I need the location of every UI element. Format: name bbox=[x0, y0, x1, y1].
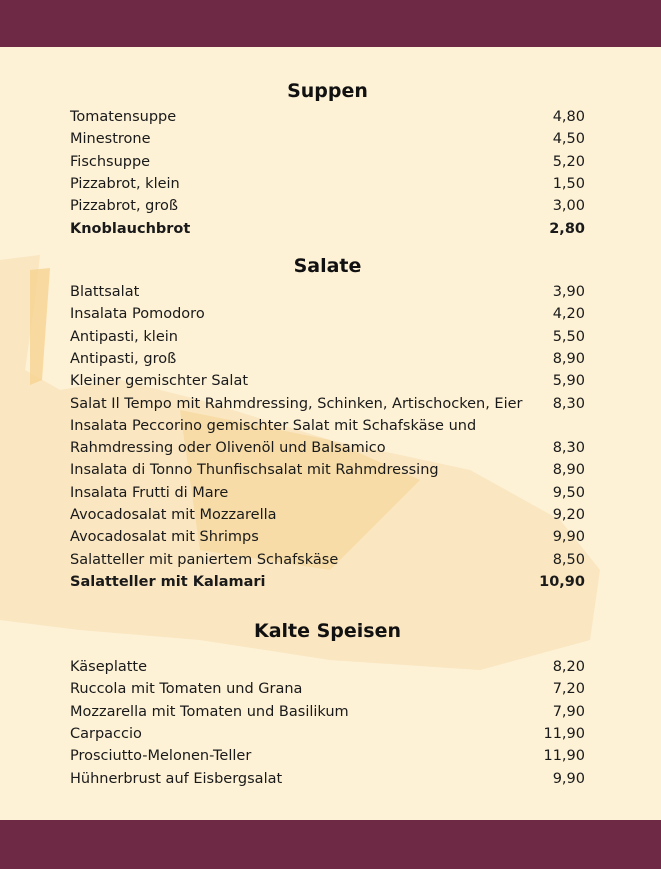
menu-item-price: 4,50 bbox=[552, 131, 585, 148]
menu-item-price: 3,90 bbox=[552, 284, 585, 300]
menu-item-price: 8,30 bbox=[552, 395, 585, 412]
top-band bbox=[0, 0, 661, 47]
menu-item-row bbox=[70, 370, 585, 392]
menu-item-row bbox=[70, 415, 585, 437]
menu-item-price: 8,20 bbox=[552, 659, 585, 675]
menu-item-price: 8,50 bbox=[552, 551, 585, 568]
menu-item-name: Carpaccio bbox=[70, 725, 142, 742]
menu-item-price: 5,20 bbox=[552, 153, 585, 170]
menu-item-row bbox=[70, 571, 585, 593]
menu-item-name: Tomatensuppe bbox=[70, 109, 177, 125]
menu-item-name: Insalata di Tonno Thunfischsalat mit Rahmdressing bbox=[70, 462, 439, 479]
menu-item-row bbox=[70, 393, 585, 415]
bottom-band bbox=[0, 820, 661, 869]
menu-item-row bbox=[70, 656, 585, 678]
menu-item-row bbox=[70, 348, 585, 370]
menu-item-row bbox=[70, 106, 585, 128]
menu-item-row bbox=[70, 128, 585, 150]
menu-item-row bbox=[70, 526, 585, 548]
menu-item-row bbox=[70, 549, 585, 571]
menu-item-price: 9,90 bbox=[552, 770, 585, 787]
menu-item-row bbox=[70, 195, 585, 217]
section-title-salate: Salate bbox=[293, 255, 362, 277]
menu-item-price: 3,00 bbox=[552, 198, 585, 215]
menu-item-row bbox=[70, 701, 585, 723]
menu-item-row bbox=[70, 437, 585, 459]
menu-item-name: Rahmdressing oder Olivenöl und Balsamico bbox=[70, 440, 386, 457]
menu-item-name: Insalata Peccorino gemischter Salat mit Schafskäse und bbox=[70, 417, 477, 434]
menu-item-price: 8,30 bbox=[552, 440, 585, 457]
menu-item-name: Avocadosalat mit Shrimps bbox=[70, 529, 259, 546]
menu-item-price: 4,20 bbox=[552, 306, 585, 323]
section-title-kalte-speisen: Kalte Speisen bbox=[253, 620, 402, 642]
menu-item-price: 9,90 bbox=[552, 529, 585, 546]
menu-item-name: Antipasti, klein bbox=[70, 328, 178, 345]
menu-item-name: Salatteller mit Kalamari bbox=[70, 573, 266, 590]
menu-item-row bbox=[70, 504, 585, 526]
menu-item-name: Knoblauchbrot bbox=[70, 220, 191, 237]
menu-item-name: Käseplatte bbox=[70, 659, 148, 675]
menu-item-price: 5,50 bbox=[552, 328, 585, 345]
menu-item-row bbox=[70, 745, 585, 767]
menu-item-row bbox=[70, 768, 585, 790]
menu-item-price: 5,90 bbox=[552, 373, 585, 390]
menu-item-name: Minestrone bbox=[70, 131, 151, 148]
menu-item-name: Hühnerbrust auf Eisbergsalat bbox=[70, 770, 283, 787]
menu-item-row bbox=[70, 723, 585, 745]
menu-item-name: Prosciutto-Melonen-Teller bbox=[70, 748, 252, 765]
menu-item-price: 7,90 bbox=[552, 703, 585, 720]
menu-item-name: Fischsuppe bbox=[70, 153, 151, 170]
menu-item-name: Pizzabrot, klein bbox=[70, 175, 180, 192]
menu-item-price: 10,90 bbox=[539, 573, 585, 590]
menu-item-row bbox=[70, 151, 585, 173]
menu-item-row bbox=[70, 459, 585, 481]
menu-item-row bbox=[70, 303, 585, 325]
menu-item-name: Antipasti, groß bbox=[70, 350, 177, 367]
menu-item-price: 7,20 bbox=[552, 681, 585, 698]
menu-item-price: 8,90 bbox=[552, 350, 585, 367]
menu-item-price: 2,80 bbox=[549, 220, 585, 237]
menu-item-name: Insalata Frutti di Mare bbox=[70, 484, 229, 501]
menu-item-name: Mozzarella mit Tomaten und Basilikum bbox=[70, 703, 349, 720]
menu-item-price: 11,90 bbox=[543, 748, 585, 765]
menu-item-name: Kleiner gemischter Salat bbox=[70, 373, 249, 390]
menu-item-price: 9,20 bbox=[552, 507, 585, 523]
menu-item-name: Ruccola mit Tomaten und Grana bbox=[70, 681, 303, 698]
menu-item-price: 4,80 bbox=[552, 109, 585, 125]
menu-item-name: Insalata Pomodoro bbox=[70, 306, 205, 323]
menu-item-row bbox=[70, 218, 585, 240]
menu-item-name: Salat Il Tempo mit Rahmdressing, Schinken, Artischocken, Eier bbox=[70, 395, 523, 412]
section-title-suppen: Suppen bbox=[287, 80, 368, 102]
menu-item-row bbox=[70, 326, 585, 348]
menu-item-row bbox=[70, 482, 585, 504]
menu-item-name: Salatteller mit paniertem Schafskäse bbox=[70, 551, 339, 568]
menu-item-name: Blattsalat bbox=[70, 284, 140, 300]
menu-item-price: 9,50 bbox=[552, 484, 585, 501]
menu-item-name: Pizzabrot, groß bbox=[70, 198, 179, 215]
menu-item-row bbox=[70, 173, 585, 195]
menu-item-price: 1,50 bbox=[552, 175, 585, 192]
menu-item-price: 8,90 bbox=[552, 462, 585, 479]
menu-item-row bbox=[70, 281, 585, 303]
menu-item-price: 11,90 bbox=[543, 725, 585, 742]
menu-item-name: Avocadosalat mit Mozzarella bbox=[70, 507, 277, 523]
menu-item-row bbox=[70, 678, 585, 700]
